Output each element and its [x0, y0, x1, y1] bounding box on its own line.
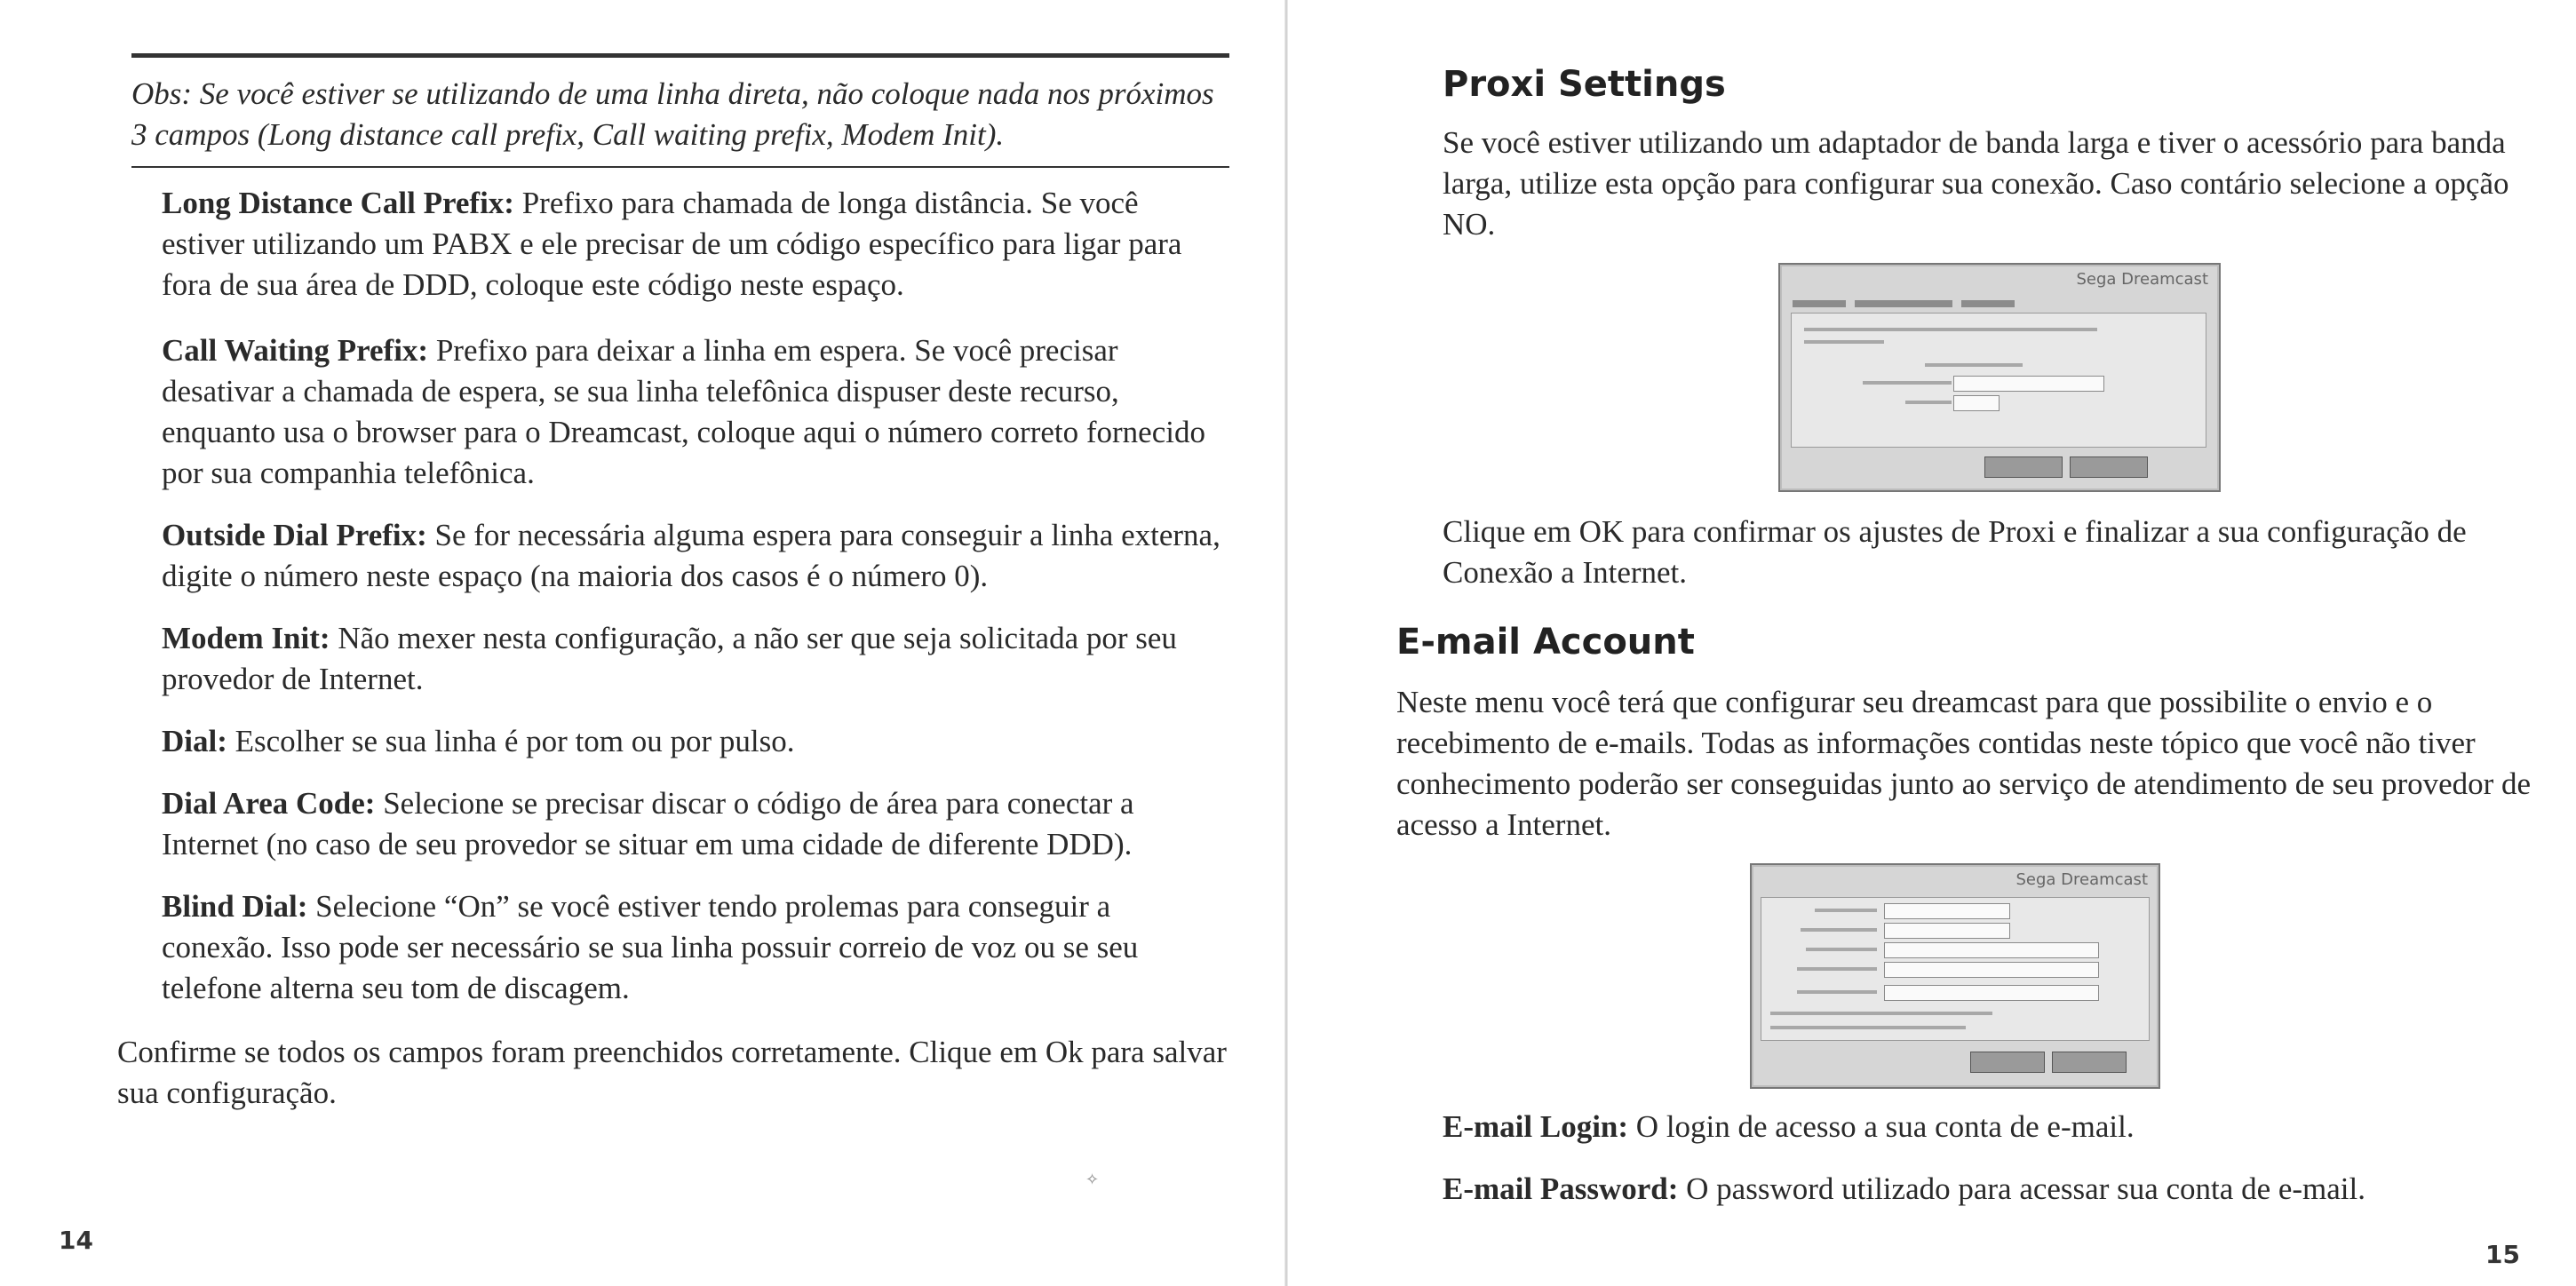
item-term: Long Distance Call Prefix: [162, 186, 514, 220]
item-blind-dial [162, 886, 1228, 1009]
screenshot-brand: Sega Dreamcast [2076, 270, 2208, 289]
page-number-right: 15 [2485, 1240, 2520, 1269]
email-intro: Neste menu você terá que configurar seu dreamcast para que possibilite o envio e o recebimento de e-mails. Todas as informações contidas neste tópico que você não tiver conhecimento poderão ser conseguidas junto ao serviço de atendimento de seu provedor de acesso a Internet. [1396, 685, 2532, 842]
email-account-screenshot [1750, 863, 2160, 1089]
screenshot-brand: Sega Dreamcast [2015, 870, 2148, 889]
item-text: Prefixo para chamada de longa distância. Se você estiver utilizando um PABX e ele precisar de um código específico para ligar para fora de sua área de DDD, coloque este código neste espaço. [162, 186, 1182, 302]
item-text: O login de acesso a sua conta de e-mail. [1628, 1109, 2135, 1144]
cancel-button-mock [2070, 456, 2148, 478]
item-term: Blind Dial: [162, 889, 308, 924]
item-text: Prefixo para deixar a linha em espera. Se você precisar desativar a chamada de espera, se sua linha telefônica dispuser deste recurso, enquanto usa o browser para o Dreamcast, coloque aqui o número correto fornecido por sua companhia telefônica. [162, 333, 1205, 490]
ok-button-mock [1970, 1052, 2045, 1073]
item-text: Se for necessária alguma espera para conseguir a linha externa, digite o número neste espaço (na maioria dos casos é o número 0). [162, 518, 1220, 593]
item-long-distance [162, 183, 1228, 306]
item-text: Não mexer nesta configuração, a não ser que seja solicitada por seu provedor de Internet. [162, 621, 1177, 696]
proxi-settings-title: Proxi Settings [1443, 64, 1726, 105]
email-account-title: E-mail Account [1396, 622, 1695, 663]
left-page [0, 0, 1286, 1286]
right-page [1286, 0, 2576, 1286]
item-dial-area-code [162, 783, 1228, 865]
item-text: Selecione se precisar discar o código de área para conectar a Internet (no caso de seu provedor se situar em uma cidade de diferente DDD). [162, 786, 1134, 861]
item-text: Selecione “On” se você estiver tendo prolemas para conseguir a conexão. Isso pode ser necessário se sua linha possuir correio de voz ou se seu telefone alterna seu tom de discagem. [162, 889, 1139, 1005]
item-term: E-mail Login: [1443, 1109, 1629, 1144]
proxi-intro: Se você estiver utilizando um adaptador de banda larga e tiver o acessório para banda larga, utilize esta opção para configurar sua conexão. Caso contário selecione a opção NO. [1443, 125, 2509, 242]
item-call-waiting [162, 330, 1228, 494]
item-term: Modem Init: [162, 621, 330, 655]
closing-paragraph: Confirme se todos os campos foram preenchidos corretamente. Clique em Ok para salvar sua configuração. [117, 1035, 1227, 1110]
item-text: Escolher se sua linha é por tom ou por pulso. [227, 724, 795, 758]
proxi-settings-screenshot [1778, 263, 2221, 492]
ok-button-mock [1984, 456, 2063, 478]
page-number-left: 14 [59, 1226, 93, 1255]
item-term: Call Waiting Prefix: [162, 333, 429, 368]
item-modem-init [162, 618, 1228, 700]
cancel-button-mock [2052, 1052, 2127, 1073]
item-email-login [1443, 1107, 2535, 1147]
item-text: O password utilizado para acessar sua conta de e-mail. [1678, 1171, 2365, 1206]
page-smudge-mark: ✧ [1085, 1171, 1100, 1189]
item-dial [162, 721, 1228, 762]
item-term: Dial: [162, 724, 227, 758]
item-outside-dial [162, 515, 1228, 597]
obs-note: Obs: Se você estiver se utilizando de uma linha direta, não coloque nada nos próximos 3 campos (Long distance call prefix, Call waiting prefix, Modem Init). [131, 53, 1229, 168]
proxi-after: Clique em OK para confirmar os ajustes de Proxi e finalizar a sua configuração de Conexão a Internet. [1443, 514, 2467, 590]
item-term: Outside Dial Prefix: [162, 518, 427, 552]
item-term: E-mail Password: [1443, 1171, 1679, 1206]
item-email-password [1443, 1169, 2535, 1210]
item-term: Dial Area Code: [162, 786, 376, 821]
